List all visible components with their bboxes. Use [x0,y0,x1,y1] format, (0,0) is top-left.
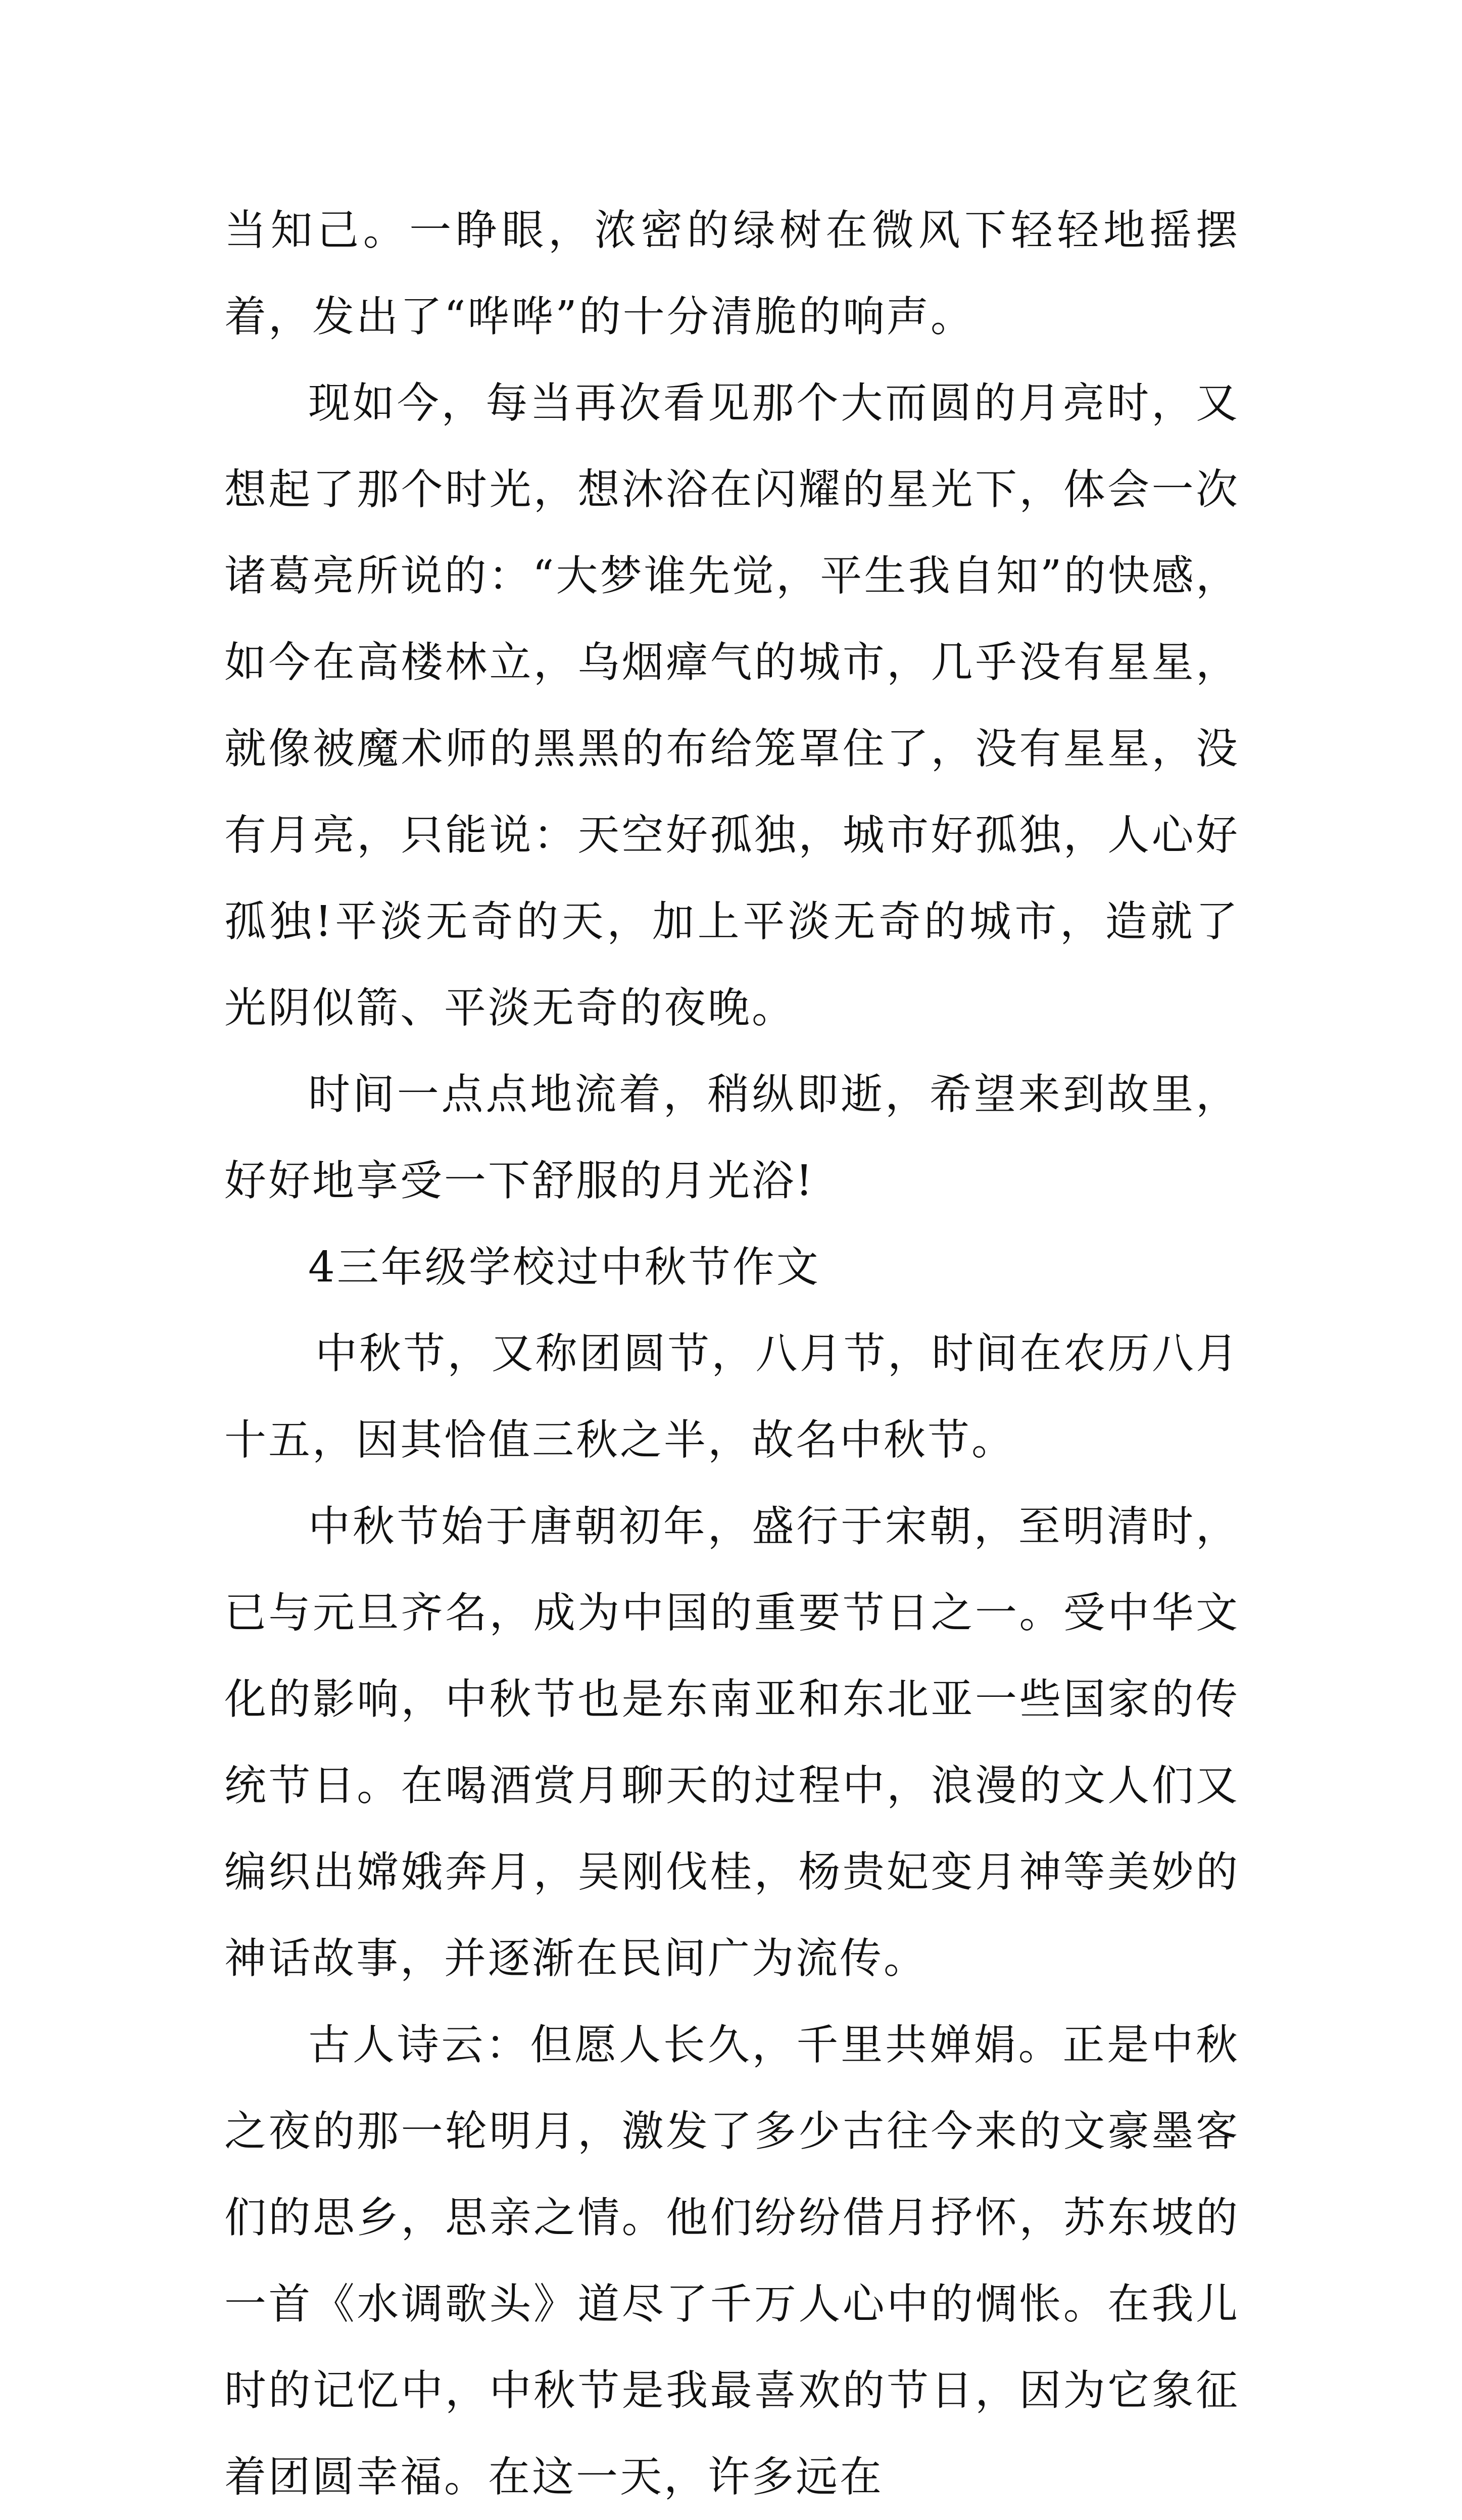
paragraph-festival-history: 中秋节始于唐朝初年，盛行于宋朝，至明清时，已与元旦齐名，成为中国的重要节日之一。受中华文化的影响，中秋节也是东南亚和东北亚一些国家的传统节日。在喝酒赏月聊天的过程中，浪漫的文人们又编织出嫦娥奔月，吴刚伐桂，杨贵妃变月神等美妙的神话故事，并逐渐在民间广为流传。 [224,1502,1240,1983]
paragraph-time-flows: 时间一点点地流着，稍纵即逝，希望来到故里，好好地享受一下舒服的月光浴! [224,1070,1240,1205]
paragraph-ancient-poem: 古人诗云：但愿人长久，千里共婵娟。正是中秋之夜的那一轮明月，激发了多少古往今来的文豪墨客们的思乡，思亲之情。他们纷纷借月抒怀，苏东坡的一首《水调歌头》道尽了千万人心中的惆怅。在我儿时的记忆中，中秋节是我最喜欢的节日，因为它象征着团圆幸福。在这一天，许多远在 [224,2020,1240,2501]
essay-heading: 4三年级学校过中秋节作文 [308,1243,820,1292]
paragraph-festival-intro: 中秋节，又称团圆节，八月节，时间在农历八月十五，因其恰值三秋之半，故名中秋节。 [224,1329,1240,1464]
paragraph-moon-city: 现如今，每当再次看见那个大而圆的月亮时，又想起了那个时光，想沐浴在闪耀的星光下，体会一次诸葛亮所说的：“大梦谁先觉，平生我自知”的快感，如今在高楼林立，乌烟瘴气的城市，几乎没有星星，就像被魔术师的黑黑的布给笼罩住了，没有星星，没有月亮，只能说：天空好孤独，城市好孤独，人心好孤独!平淡无奇的天，加上平淡无奇的城市，造就了光阴似箭、平淡无奇的夜晚。 [224,378,1240,1032]
document-body [224,187,1240,2520]
paragraph-continuation: 当知己。一睁眼，浓密的绿树在微风下轻轻地摇摆着，发出了“哗哗”的十分清脆的响声。 [224,206,1240,341]
